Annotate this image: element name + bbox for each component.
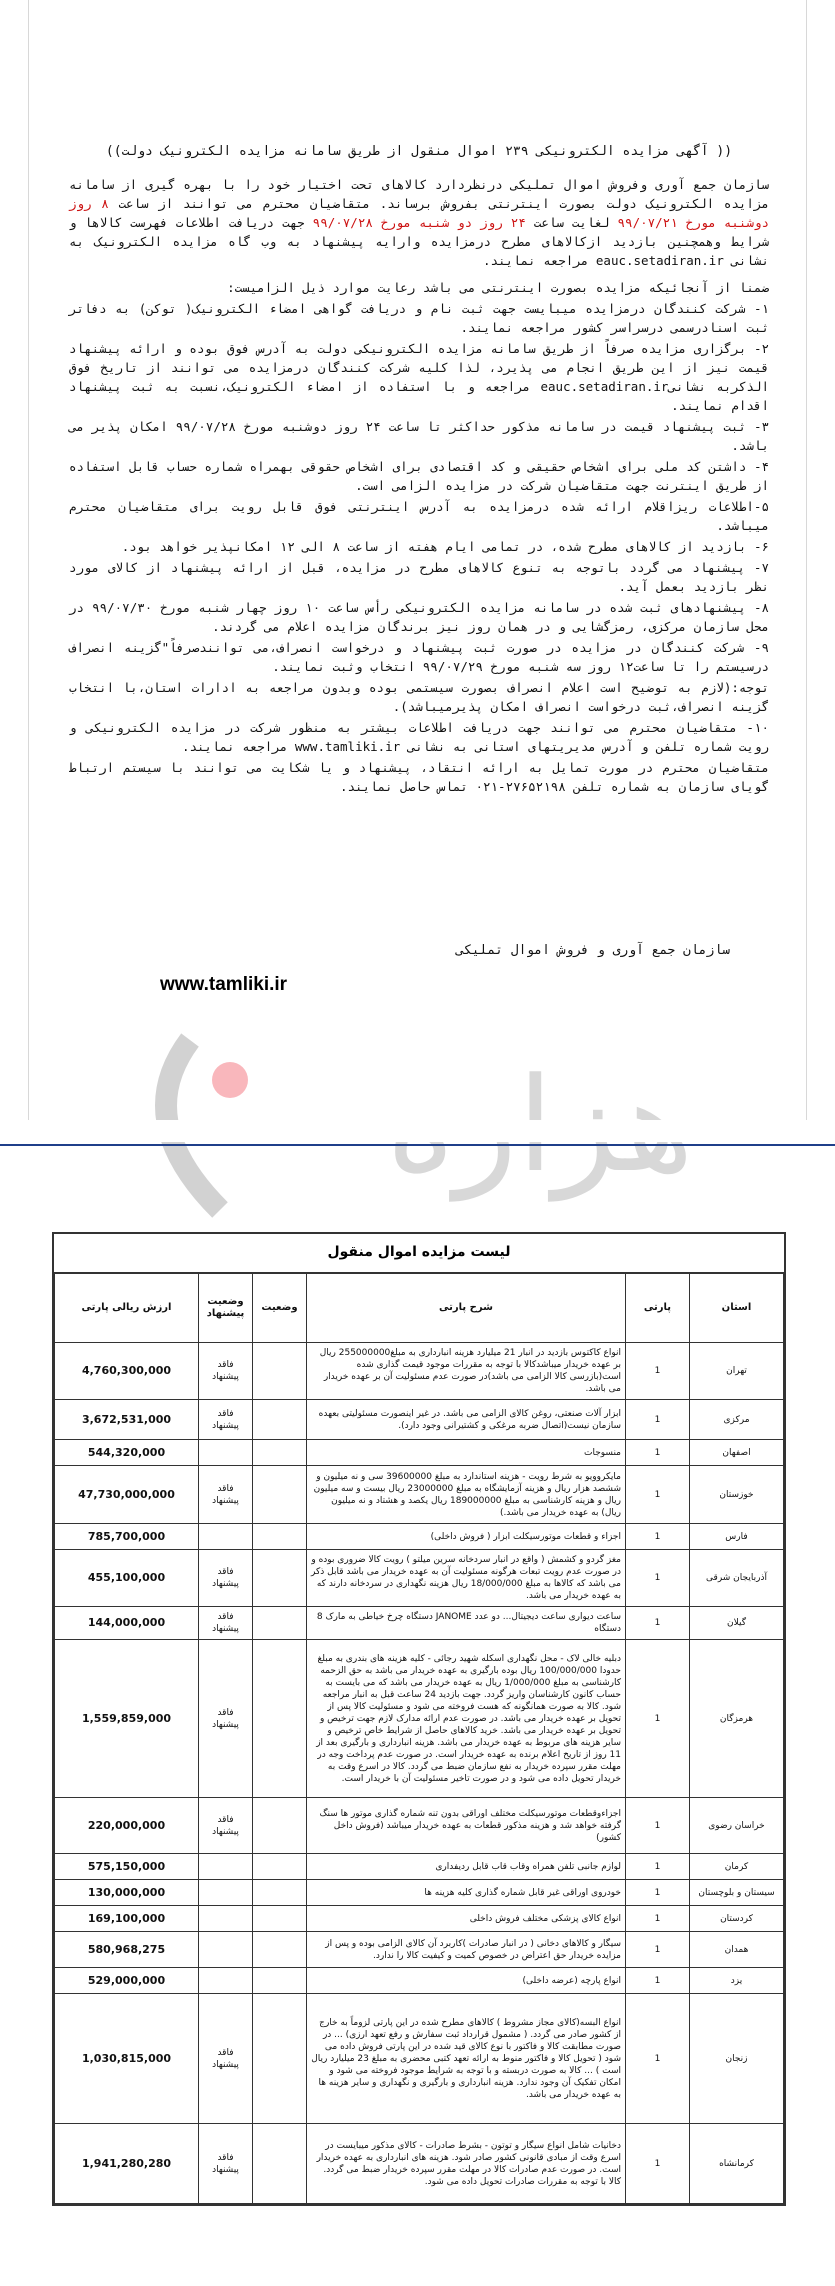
table-title: لیست مزایده اموال منقول: [54, 1234, 784, 1273]
cell-value: 3,672,531,000: [55, 1400, 199, 1440]
cell-description: خودروی اوراقی غیر قابل شماره گذاری کلیه هزینه ها: [307, 1880, 626, 1906]
table-row: [55, 1906, 784, 1932]
condition-item: ۸- پیشنهادهای ثبت شده در سامانه مزایده الکترونیکی رأس ساعت ۱۰ روز چهار شنبه مورخ ۹۹/۰۷/۳۰ در محل سازمان مرکزی، رمزگشایی و در همان روز نیز برندگان مزایده اعلام می گردند.: [69, 600, 769, 634]
cell-province: کرمانشاه: [690, 2124, 784, 2204]
intro-segment: ۸ روز دوشنبه مورخ ۹۹/۰۷/۲۱: [69, 196, 770, 230]
cell-status: [253, 1440, 307, 1466]
cell-value: 47,730,000,000: [55, 1466, 199, 1524]
page-break: [0, 1120, 835, 1142]
cell-province: کردستان: [690, 1906, 784, 1932]
table-row: [55, 1550, 784, 1607]
cell-offer-status: فاقد پیشنهاد: [199, 1400, 253, 1440]
condition-item: متقاضیان محترم در مورت تمایل به ارائه انتقاد، پیشنهاد و یا شکایت می توانند با سیستم ارتباط گویای سازمان به شماره تلفن ۲۷۶۵۲۱۹۸-۰۲۱ تماس حاصل نمایند.: [69, 760, 769, 794]
cell-description: دخانیات شامل انواع سیگار و توتون - بشرط صادرات - کالای مذکور میبایست در اسرع وقت از مبادی قانونی کشور صادر شود. هزینه های انبارداری به عهده خریدار است. در صورت عدم صادرات کالا در مهلت مقرر سپرده خریدار ضبط می گردد. کالا با توجه به مقررات صادرات تحویل داده می شود.: [307, 2124, 626, 2204]
cell-lot: 1: [626, 1854, 690, 1880]
cell-offer-status: [199, 1524, 253, 1550]
cell-offer-status: فاقد پیشنهاد: [199, 1550, 253, 1607]
cell-offer-status: [199, 1932, 253, 1968]
header-description: شرح پارتی: [307, 1274, 626, 1343]
cell-lot: 1: [626, 1640, 690, 1798]
cell-value: 575,150,000: [55, 1854, 199, 1880]
cell-status: [253, 1968, 307, 1994]
header-value: ارزش ریالی پارتی: [55, 1274, 199, 1343]
cell-description: سیگار و کالاهای دخانی ( در انبار صادرات )کاربرد آن کالای الزامی بوده و پس از مزایده خریدار حق اعتراض در خصوص کمیت و کیفیت کالا را ندارد.: [307, 1932, 626, 1968]
cell-lot: 1: [626, 1607, 690, 1640]
condition-item: ۷- پیشنهاد می گردد باتوجه به تنوع کالاهای مطرح در مزایده، قبل از ارائه پیشنهاد از کالای مورد نظر بازدید بعمل آید.: [69, 560, 769, 594]
table-row: [55, 1524, 784, 1550]
watermark-dot-icon: [212, 1062, 248, 1098]
cell-status: [253, 1343, 307, 1400]
cell-lot: 1: [626, 1798, 690, 1854]
cell-status: [253, 1880, 307, 1906]
header-province: استان: [690, 1274, 784, 1343]
cell-value: 1,941,280,280: [55, 2124, 199, 2204]
cell-description: اجزاءوقطعات موتورسیکلت مختلف اوراقی بدون تنه شماره گذاری موتور ها سنگ گرفته خواهد شد و هزینه مذکور قطعات به عهده خریدار میباشد (فروش داخل کشور): [307, 1798, 626, 1854]
cell-lot: 1: [626, 1968, 690, 1994]
table-row: [55, 2124, 784, 2204]
header-status: وضعیت: [253, 1274, 307, 1343]
cell-status: [253, 1854, 307, 1880]
cell-province: فارس: [690, 1524, 784, 1550]
cell-status: [253, 1640, 307, 1798]
cell-value: 144,000,000: [55, 1607, 199, 1640]
table-body: [55, 1343, 784, 2204]
cell-lot: 1: [626, 1466, 690, 1524]
cell-offer-status: فاقد پیشنهاد: [199, 1798, 253, 1854]
cell-description: انواع کاکتوس بازدید در انبار 21 میلیارد هزینه انبارداری به مبلغ255000000 ریال بر عهده خریدار میباشدکالا با توجه به مقررات موجود قیمت گذاری شده است(بازرسی کالا الزامی می باشد)در صورت عدم مسئولیت آن بر عهده خریدار می باشد.: [307, 1343, 626, 1400]
cell-description: دبلیه خالی لاک - محل نگهداری اسکله شهید رجائی - کلیه هزینه های بندری به مبلغ حدودا 100/000/000 ریال بوده بارگیری به عهده خریدار می باشد به حق الزحمه کارشناسی به مبلغ 1/000/000 ریال به عهده خریدار می باشد که می بایست به حساب کانون کارشناسان واریز گردد. جهت بازدید 24 ساعت قبل به انبار مراجعه شود. کالا به صورت همانگونه که هست فروخته می شود و مسئولیت کالا پس از تحویل بر عهده خریدار می باشد. در صورت عدم ارائه مدارک لازم جهت ترخیص و تحویل بر عهده خریدار می باشد. خرید کالاهای حاصل از شرایط خاص ترخیص و سایر هزینه های مربوط به عهده خریدار می باشد. هزینه انبارداری و بارگیری بعد از 11 روز از تاریخ اعلام برنده به عهده خریدار است. در صورت عدم پرداخت وجه در مهلت مقرر سپرده خریدار به نفع سازمان ضبط می گردد. کالا در اسرع وقت به خریدار تحویل داده می شود و در صورت تاخیر مسئولیت آن با خریدار است.: [307, 1640, 626, 1798]
cell-province: اصفهان: [690, 1440, 784, 1466]
auction-grid: [54, 1273, 784, 2204]
cell-value: 785,700,000: [55, 1524, 199, 1550]
cell-lot: 1: [626, 1400, 690, 1440]
cell-value: 169,100,000: [55, 1906, 199, 1932]
cell-status: [253, 1994, 307, 2124]
cell-description: مغز گردو و کشمش ( واقع در انبار سردخانه سرین میلتو ) رویت کالا ضروری بوده و در صورت عدم رویت تبعات هرگونه مسئولیت آن به عهده خریدار می باشد قابل ذکر می باشد که کالاها به مبلغ 18/000/000 ریال هزینه نگهداری در سردخانه دارند که به عهده خریدار می باشد.: [307, 1550, 626, 1607]
cell-description: لوازم جانبی تلفن همراه وقاب قاب قابل ردیفداری: [307, 1854, 626, 1880]
table-row: [55, 1798, 784, 1854]
cell-offer-status: فاقد پیشنهاد: [199, 2124, 253, 2204]
notice-title: (( آگهی مزایده الکترونیکی ۲۳۹ اموال منقول از طریق سامانه مزایده الکترونیک دولت)): [105, 144, 733, 159]
cell-description: انواع پارچه (عرضه داخلی): [307, 1968, 626, 1994]
cell-offer-status: [199, 1440, 253, 1466]
table-row: [55, 1994, 784, 2124]
cell-status: [253, 1524, 307, 1550]
cell-value: 455,100,000: [55, 1550, 199, 1607]
table-row: [55, 1400, 784, 1440]
condition-item: توجه:(لازم به توضیح است اعلام انصراف بصورت سیستمی بوده وبدون مراجعه به ادارات استان،با انتخاب گزینه انصراف،ثبت درخواست انصراف امکان پذیرمیباشد).: [69, 680, 769, 714]
condition-item: ضمنا از آنجائیکه مزایده بصورت اینترنتی می باشد رعایت موارد ذیل الزامیست:: [227, 280, 769, 295]
cell-description: ساعت دیواری ساعت دیجیتال... دو عدد JANOME دستگاه چرخ خیاطی به مارک 8 دستگاه: [307, 1607, 626, 1640]
cell-province: زنجان: [690, 1994, 784, 2124]
table-row: [55, 1932, 784, 1968]
cell-lot: 1: [626, 1932, 690, 1968]
cell-offer-status: [199, 1968, 253, 1994]
cell-status: [253, 1798, 307, 1854]
intro-segment: ۲۴ روز دو شنبه مورخ ۹۹/۰۷/۲۸: [312, 215, 526, 230]
table-row: [55, 1854, 784, 1880]
condition-item: ۲- برگزاری مزایده صرفاً از طریق سامانه مزایده الکترونیکی دولت به آدرس فوق بوده و ارائه پیشنهاد قیمت نیز از این طریق انجام می پذیرد، لذا کلیه شرکت کنندگان درمزایده می توانند از تاریخ فوق الذکربه نشانیeauc.setadiran.ir مراجعه و با استفاده از امضاء الکترونیک،نسبت به ثبت پیشنهاد اقدام نمایند.: [69, 341, 770, 413]
cell-lot: 1: [626, 1343, 690, 1400]
table-header-row: [55, 1274, 784, 1343]
cell-province: گیلان: [690, 1607, 784, 1640]
intro-paragraph: [69, 175, 769, 270]
cell-status: [253, 2124, 307, 2204]
condition-item: ۳- ثبت پیشنهاد قیمت در سامانه مذکور حداکثر تا ساعت ۲۴ روز دوشنبه مورخ ۹۹/۰۷/۲۸ امکان پذیر می باشد.: [69, 419, 769, 453]
header-lot: پارتی: [626, 1274, 690, 1343]
cell-lot: 1: [626, 1550, 690, 1607]
table-row: [55, 1880, 784, 1906]
cell-status: [253, 1906, 307, 1932]
cell-value: 1,559,859,000: [55, 1640, 199, 1798]
cell-offer-status: فاقد پیشنهاد: [199, 1640, 253, 1798]
cell-province: خراسان رضوی: [690, 1798, 784, 1854]
conditions-list: [69, 278, 769, 796]
cell-status: [253, 1550, 307, 1607]
cell-lot: 1: [626, 1994, 690, 2124]
cell-description: مایکروویو به شرط رویت - هزینه استاندارد به مبلغ 39600000 سی و نه میلیون و ششصد هزار ریال و هزینه آزمایشگاه به مبلغ 23000000 ریال بیست و سه میلیون ریال و هزینه کارشناسی به مبلغ 189000000 ریال یکصد و هشتاد و نه میلیون ریال) به عهده خریدار می باشد.): [307, 1466, 626, 1524]
cell-description: انواع البسه(کالای مجاز مشروط ) کالاهای مطرح شده در این پارتی لزوماً به خارج از کشور صادر می گردد. ( مشمول قرارداد ثبت سفارش و رفع تعهد ارزی) ... در صورت مطابقت کالا و فاکتور با نوع کالای قید شده در این پارتی فروش داده می شود ( تحویل کالا و فاکتور منوط به ارائه تعهد کتبی محضری به مبلغ 23 میلیارد ریال است ) ... کالا به صورت دربسته و با توجه به شرایط موجود فروخته می شود و امکان تفکیک آن وجود ندارد. هزینه انبارداری و بارگیری و نگهداری و سایر هزینه ها به عهده خریدار می باشد.: [307, 1994, 626, 2124]
table-row: [55, 1343, 784, 1400]
cell-offer-status: [199, 1854, 253, 1880]
cell-province: تهران: [690, 1343, 784, 1400]
condition-item: ۹- شرکت کنندگان در مزایده در صورت ثبت پیشنهاد و درخواست انصراف،می توانندصرفاً"گزینه انصراف درسیستم را تا ساعت۱۲ روز سه شنبه مورخ ۹۹/۰۷/۲۹ انتخاب وثبت نمایند.: [69, 640, 769, 674]
cell-description: اجزاء و قطعات موتورسیکلت ابزار ( فروش داخلی): [307, 1524, 626, 1550]
cell-lot: 1: [626, 2124, 690, 2204]
cell-value: 4,760,300,000: [55, 1343, 199, 1400]
cell-province: مرکزی: [690, 1400, 784, 1440]
cell-status: [253, 1607, 307, 1640]
cell-lot: 1: [626, 1524, 690, 1550]
signature: سازمان جمع آوری و فروش اموال تملیکی: [456, 943, 730, 958]
cell-status: [253, 1400, 307, 1440]
cell-offer-status: فاقد پیشنهاد: [199, 1607, 253, 1640]
cell-description: ابزار آلات صنعتی، روغن کالای الزامی می باشد. در غیر اینصورت مسئولیتی بعهده سازمان نیست(اتصال ضربه مرغکی و کشتیرانی وجود دارد).: [307, 1400, 626, 1440]
cell-value: 580,968,275: [55, 1932, 199, 1968]
table-row: [55, 1968, 784, 1994]
cell-province: خوزستان: [690, 1466, 784, 1524]
website-link[interactable]: www.tamliki.ir: [160, 974, 288, 995]
condition-item: ۱- شرکت کنندگان درمزایده میبایست جهت ثبت نام و دریافت گواهی امضاء الکترونیک( توکن) به دفاتر ثبت اسنادرسمی درسراسر کشور مراجعه نمایند.: [69, 301, 769, 335]
cell-lot: 1: [626, 1906, 690, 1932]
condition-item: ۴- داشتن کد ملی برای اشخاص حقیقی و کد اقتصادی برای اشخاص حقوقی بهمراه شماره حساب قابل استفاده از طریق اینترنت جهت متقاضیان شرکت در مزایده الزامی است.: [69, 459, 769, 493]
cell-offer-status: فاقد پیشنهاد: [199, 1343, 253, 1400]
cell-province: همدان: [690, 1932, 784, 1968]
cell-province: هرمزگان: [690, 1640, 784, 1798]
notice-body: [69, 142, 769, 798]
header-offer-status: وضعیت پیشنهاد: [199, 1274, 253, 1343]
auction-table: [52, 1232, 786, 2206]
cell-province: کرمان: [690, 1854, 784, 1880]
cell-offer-status: فاقد پیشنهاد: [199, 1466, 253, 1524]
table-row: [55, 1640, 784, 1798]
intro-segment: سازمان جمع آوری وفروش اموال تملیکی درنظردارد کالاهای تحت اختیار خود را با بهره گیری از سامانه مزایده الکترونیک دولت بصورت اینترنتی بفروش برساند. متقاضیان محترم می توانند از ساعت: [69, 177, 769, 211]
cell-province: آذربایجان شرقی: [690, 1550, 784, 1607]
cell-offer-status: فاقد پیشنهاد: [199, 1994, 253, 2124]
condition-item: ۵-اطلاعات ریزاقلام ارائه شده درمزایده به آدرس اینترنتی فوق قابل رویت برای متقاضیان محترم میباشد.: [69, 499, 769, 533]
page-divider: [0, 1144, 835, 1146]
cell-offer-status: [199, 1906, 253, 1932]
cell-value: 529,000,000: [55, 1968, 199, 1994]
cell-province: یزد: [690, 1968, 784, 1994]
cell-lot: 1: [626, 1880, 690, 1906]
condition-item: ۶- بازدید از کالاهای مطرح شده، در تمامی ایام هفته از ساعت ۸ الی ۱۲ امکانپذیر خواهد بود.: [121, 539, 769, 554]
condition-item: ۱۰- متقاضیان محترم می توانند جهت دریافت اطلاعات بیشتر به منظور شرکت در مزایده الکترونیکی و رویت شماره تلفن و آدرس مدیریتهای استانی به نشانی www.tamliki.ir مراجعه نمایند.: [69, 720, 769, 754]
cell-value: 220,000,000: [55, 1798, 199, 1854]
intro-segment: جهت دریافت اطلاعات فهرست کالاها و شرایط وهمچنین بازدید ازکالاهای مطرح درمزایده وارایه پیشنهاد به وب گاه مزایده الکترونیک به نشانی eauc.setadiran.ir مراجعه نمایند.: [69, 215, 769, 268]
cell-value: 130,000,000: [55, 1880, 199, 1906]
cell-offer-status: [199, 1880, 253, 1906]
cell-description: انواع کالای پزشکی مختلف فروش داخلی: [307, 1906, 626, 1932]
cell-value: 1,030,815,000: [55, 1994, 199, 2124]
cell-description: منسوجات: [307, 1440, 626, 1466]
cell-value: 544,320,000: [55, 1440, 199, 1466]
intro-segment: لغایت ساعت: [525, 215, 618, 230]
cell-status: [253, 1466, 307, 1524]
table-row: [55, 1607, 784, 1640]
cell-status: [253, 1932, 307, 1968]
cell-province: سیستان و بلوچستان: [690, 1880, 784, 1906]
cell-lot: 1: [626, 1440, 690, 1466]
table-row: [55, 1440, 784, 1466]
table-row: [55, 1466, 784, 1524]
